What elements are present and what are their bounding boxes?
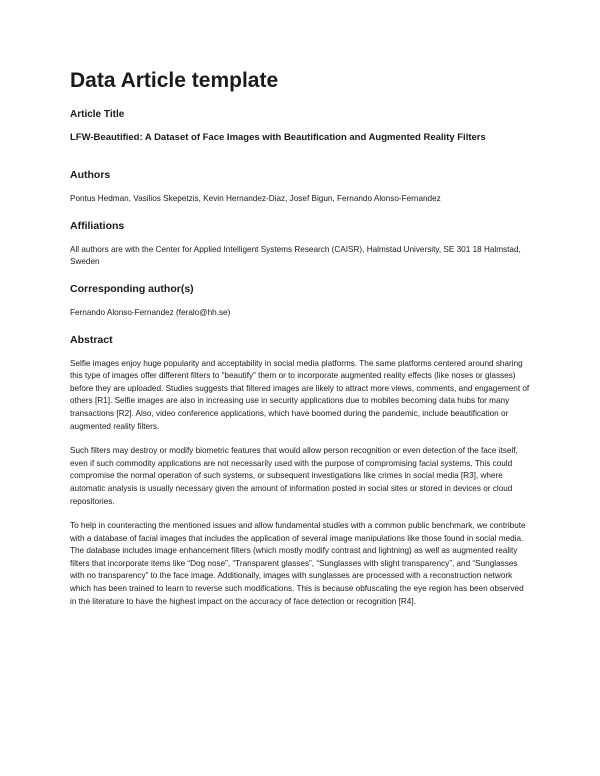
article-title-heading: Article Title	[70, 109, 125, 121]
abstract-paragraph: Such filters may destroy or modify biometric features that would allow person recognition or even detection of the face itself, even if such commodity applications are not necessarily used with the purpose of compromising facial systems. This could compromise the normal operation of such systems, or subsequent investigations like crimes in social media [R3], where automatic analysis is usually necessary given the amount of information posted in social sites or stored in devices or cloud repositories.	[70, 446, 518, 506]
corresponding-author-text: Fernando Alonso-Fernandez (feralo@hh.se)	[70, 307, 231, 317]
authors-list: Pontus Hedman, Vasilios Skepetzis, Kevin Hernandez-Diaz, Josef Bigun, Fernando Alonso-Fernandez	[70, 194, 441, 204]
article-title: LFW-Beautified: A Dataset of Face Images with Beautification and Augmented Reality Filters	[70, 132, 486, 144]
document-title: Data Article template	[70, 69, 279, 92]
abstract-paragraph: To help in counteracting the mentioned issues and allow fundamental studies with a common public benchmark, we contribute with a database of facial images that includes the application of several image manipulations like those found in social media. The database includes image enhancement filters (which mostly modify contrast and lightning) as well as augmented reality filters that incorporate items like “Dog nose”, “Transparent glasses”, “Sunglasses with slight transparency”, and “Sunglasses with no transparency” to the face image. Additionally, images with sunglasses are processed with a reconstruction network which has been trained to learn to reverse such modifications. This is because obfuscating the eye region has been observed in the literature to have the highest impact on the accuracy of face detection or recognition [R4].	[70, 521, 526, 606]
affiliations-text: All authors are with the Center for Applied Intelligent Systems Research (CAISR), Halmstad University, SE 301 18 Halmstad, Sweden	[70, 244, 521, 267]
abstract-heading: Abstract	[70, 333, 113, 346]
affiliations-heading: Affiliations	[70, 219, 125, 232]
abstract-paragraph: Selfie images enjoy huge popularity and acceptability in social media platforms. The same platforms centered around sharing this type of images offer different filters to “beautify” them or to incorporate augmented reality effects (like noses or glasses) before they are uploaded. Studies suggests that filtered images are likely to attract more views, comments, and engagement of others [R1]. Selfie images are also in increasing use in security applications due to mobiles becoming data hubs for many transactions [R2]. Also, video conference applications, which have boomed during the pandemic, include beautification or augmented reality filters.	[70, 358, 530, 431]
corresponding-author-heading: Corresponding author(s)	[70, 282, 194, 295]
authors-heading: Authors	[70, 169, 111, 182]
